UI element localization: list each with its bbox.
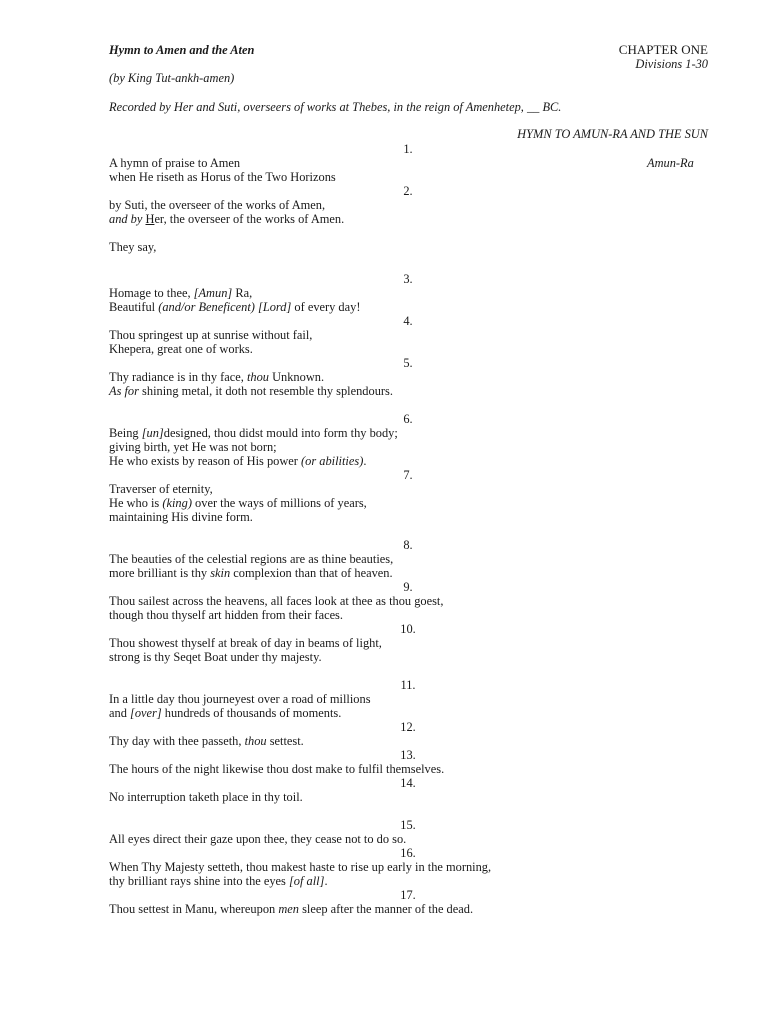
italic-text: [Amun] bbox=[193, 286, 233, 300]
division-number-11: 11. bbox=[400, 678, 416, 692]
verse-line: Traverser of eternity, bbox=[109, 482, 213, 496]
verse-line bbox=[109, 902, 473, 916]
division-number-7: 7. bbox=[403, 468, 413, 482]
text-run: of every day! bbox=[291, 300, 361, 314]
verse-line: All eyes direct their gaze upon thee, they cease not to do so. bbox=[109, 832, 407, 846]
verse-line bbox=[109, 706, 341, 720]
margin-note: Amun-Ra bbox=[647, 156, 694, 170]
verse-line bbox=[109, 566, 393, 580]
italic-text: skin bbox=[210, 566, 231, 580]
verse-line: The hours of the night likewise thou dost make to fulfil themselves. bbox=[109, 762, 445, 776]
divisions-label: Divisions 1-30 bbox=[635, 57, 708, 71]
text-run: er, the overseer of the works of Amen. bbox=[154, 212, 345, 226]
text-run: Thy day with thee passeth, bbox=[109, 734, 245, 748]
verse-line bbox=[109, 454, 366, 468]
verse-line: Khepera, great one of works. bbox=[109, 342, 253, 356]
text-run: He who exists by reason of His power bbox=[109, 454, 302, 468]
text-run: more brilliant is thy bbox=[109, 566, 211, 580]
division-number-4: 4. bbox=[403, 314, 413, 328]
text-run: He who is bbox=[109, 496, 163, 510]
italic-text: (or abilities) bbox=[301, 454, 364, 468]
text-run: Homage to thee, bbox=[109, 286, 194, 300]
verse-line: though thou thyself art hidden from their faces. bbox=[109, 608, 343, 622]
italic-text: [over] bbox=[130, 706, 162, 720]
italic-text: (king) bbox=[162, 496, 192, 510]
text-run: Being bbox=[109, 426, 142, 440]
division-number-16: 16. bbox=[400, 846, 416, 860]
text-run: Ra, bbox=[232, 286, 253, 300]
text-run: Thou settest in Manu, whereupon bbox=[109, 902, 279, 916]
text-run: Unknown. bbox=[269, 370, 325, 384]
text-run: . bbox=[324, 874, 328, 888]
verse-line: giving birth, yet He was not born; bbox=[109, 440, 277, 454]
division-number-8: 8. bbox=[403, 538, 413, 552]
italic-text: thou bbox=[244, 734, 267, 748]
verse-line: When Thy Majesty setteth, thou makest haste to rise up early in the morning, bbox=[109, 860, 492, 874]
division-number-10: 10. bbox=[400, 622, 416, 636]
text-run: and bbox=[109, 706, 130, 720]
text-run: hundreds of thousands of moments. bbox=[161, 706, 342, 720]
verse-line: No interruption taketh place in thy toil. bbox=[109, 790, 303, 804]
text-run: Beautiful bbox=[109, 300, 159, 314]
text-run: shining metal, it doth not resemble thy splendours. bbox=[138, 384, 393, 398]
verse-line bbox=[109, 426, 398, 440]
underlined-text: H bbox=[145, 212, 155, 226]
verse-line: Thou showest thyself at break of day in beams of light, bbox=[109, 636, 382, 650]
division-number-13: 13. bbox=[400, 748, 416, 762]
attribution: (by King Tut-ankh-amen) bbox=[109, 71, 235, 85]
verse-line bbox=[109, 370, 324, 384]
division-number-1: 1. bbox=[403, 142, 413, 156]
chapter-heading: CHAPTER ONE bbox=[618, 42, 708, 57]
verse-line: Thou sailest across the heavens, all faces look at thee as thou goest, bbox=[109, 594, 444, 608]
document-title: Hymn to Amen and the Aten bbox=[109, 43, 255, 57]
division-number-9: 9. bbox=[403, 580, 413, 594]
verse-line bbox=[109, 734, 304, 748]
italic-text: and by bbox=[109, 212, 146, 226]
verse-line: A hymn of praise to Amen bbox=[109, 156, 241, 170]
verse-line: The beauties of the celestial regions are as thine beauties, bbox=[109, 552, 394, 566]
division-number-5: 5. bbox=[403, 356, 413, 370]
verse-line bbox=[109, 384, 393, 398]
text-run: thy brilliant rays shine into the eyes bbox=[109, 874, 289, 888]
italic-text: thou bbox=[246, 370, 269, 384]
division-number-6: 6. bbox=[403, 412, 413, 426]
division-number-15: 15. bbox=[400, 818, 416, 832]
text-run: designed, thou didst mould into form thy body; bbox=[163, 426, 398, 440]
verse-line bbox=[109, 286, 252, 300]
text-run: over the ways of millions of years, bbox=[191, 496, 367, 510]
text-run: complexion than that of heaven. bbox=[230, 566, 393, 580]
verse-line: when He riseth as Horus of the Two Horizons bbox=[109, 170, 336, 184]
verse-line: strong is thy Seqet Boat under thy majesty. bbox=[109, 650, 322, 664]
verse-line: by Suti, the overseer of the works of Amen, bbox=[109, 198, 326, 212]
italic-text: As for bbox=[109, 384, 139, 398]
division-number-12: 12. bbox=[400, 720, 416, 734]
verse-line: maintaining His divine form. bbox=[109, 510, 253, 524]
italic-text: (and/or Beneficent) [Lord] bbox=[158, 300, 292, 314]
verse-line bbox=[109, 874, 328, 888]
verse-line: In a little day thou journeyest over a road of millions bbox=[109, 692, 371, 706]
italic-text: [of all] bbox=[288, 874, 325, 888]
division-number-14: 14. bbox=[400, 776, 416, 790]
text-run: . bbox=[363, 454, 367, 468]
verse-line: Thou springest up at sunrise without fail, bbox=[109, 328, 313, 342]
italic-text: men bbox=[278, 902, 299, 916]
division-number-3: 3. bbox=[403, 272, 413, 286]
text-run: Thy radiance is in thy face, bbox=[109, 370, 247, 384]
division-number-2: 2. bbox=[403, 184, 413, 198]
verse-line bbox=[109, 212, 344, 226]
recorded-by-line: Recorded by Her and Suti, overseers of works at Thebes, in the reign of Amenhetep, __ BC. bbox=[109, 100, 562, 114]
division-number-17: 17. bbox=[400, 888, 416, 902]
section-title: HYMN TO AMUN-RA AND THE SUN bbox=[517, 127, 708, 141]
text-run: settest. bbox=[266, 734, 304, 748]
text-run: sleep after the manner of the dead. bbox=[298, 902, 474, 916]
verse-line bbox=[109, 300, 360, 314]
italic-text: [un] bbox=[141, 426, 164, 440]
they-say-line: They say, bbox=[109, 240, 157, 254]
verse-line bbox=[109, 496, 367, 510]
